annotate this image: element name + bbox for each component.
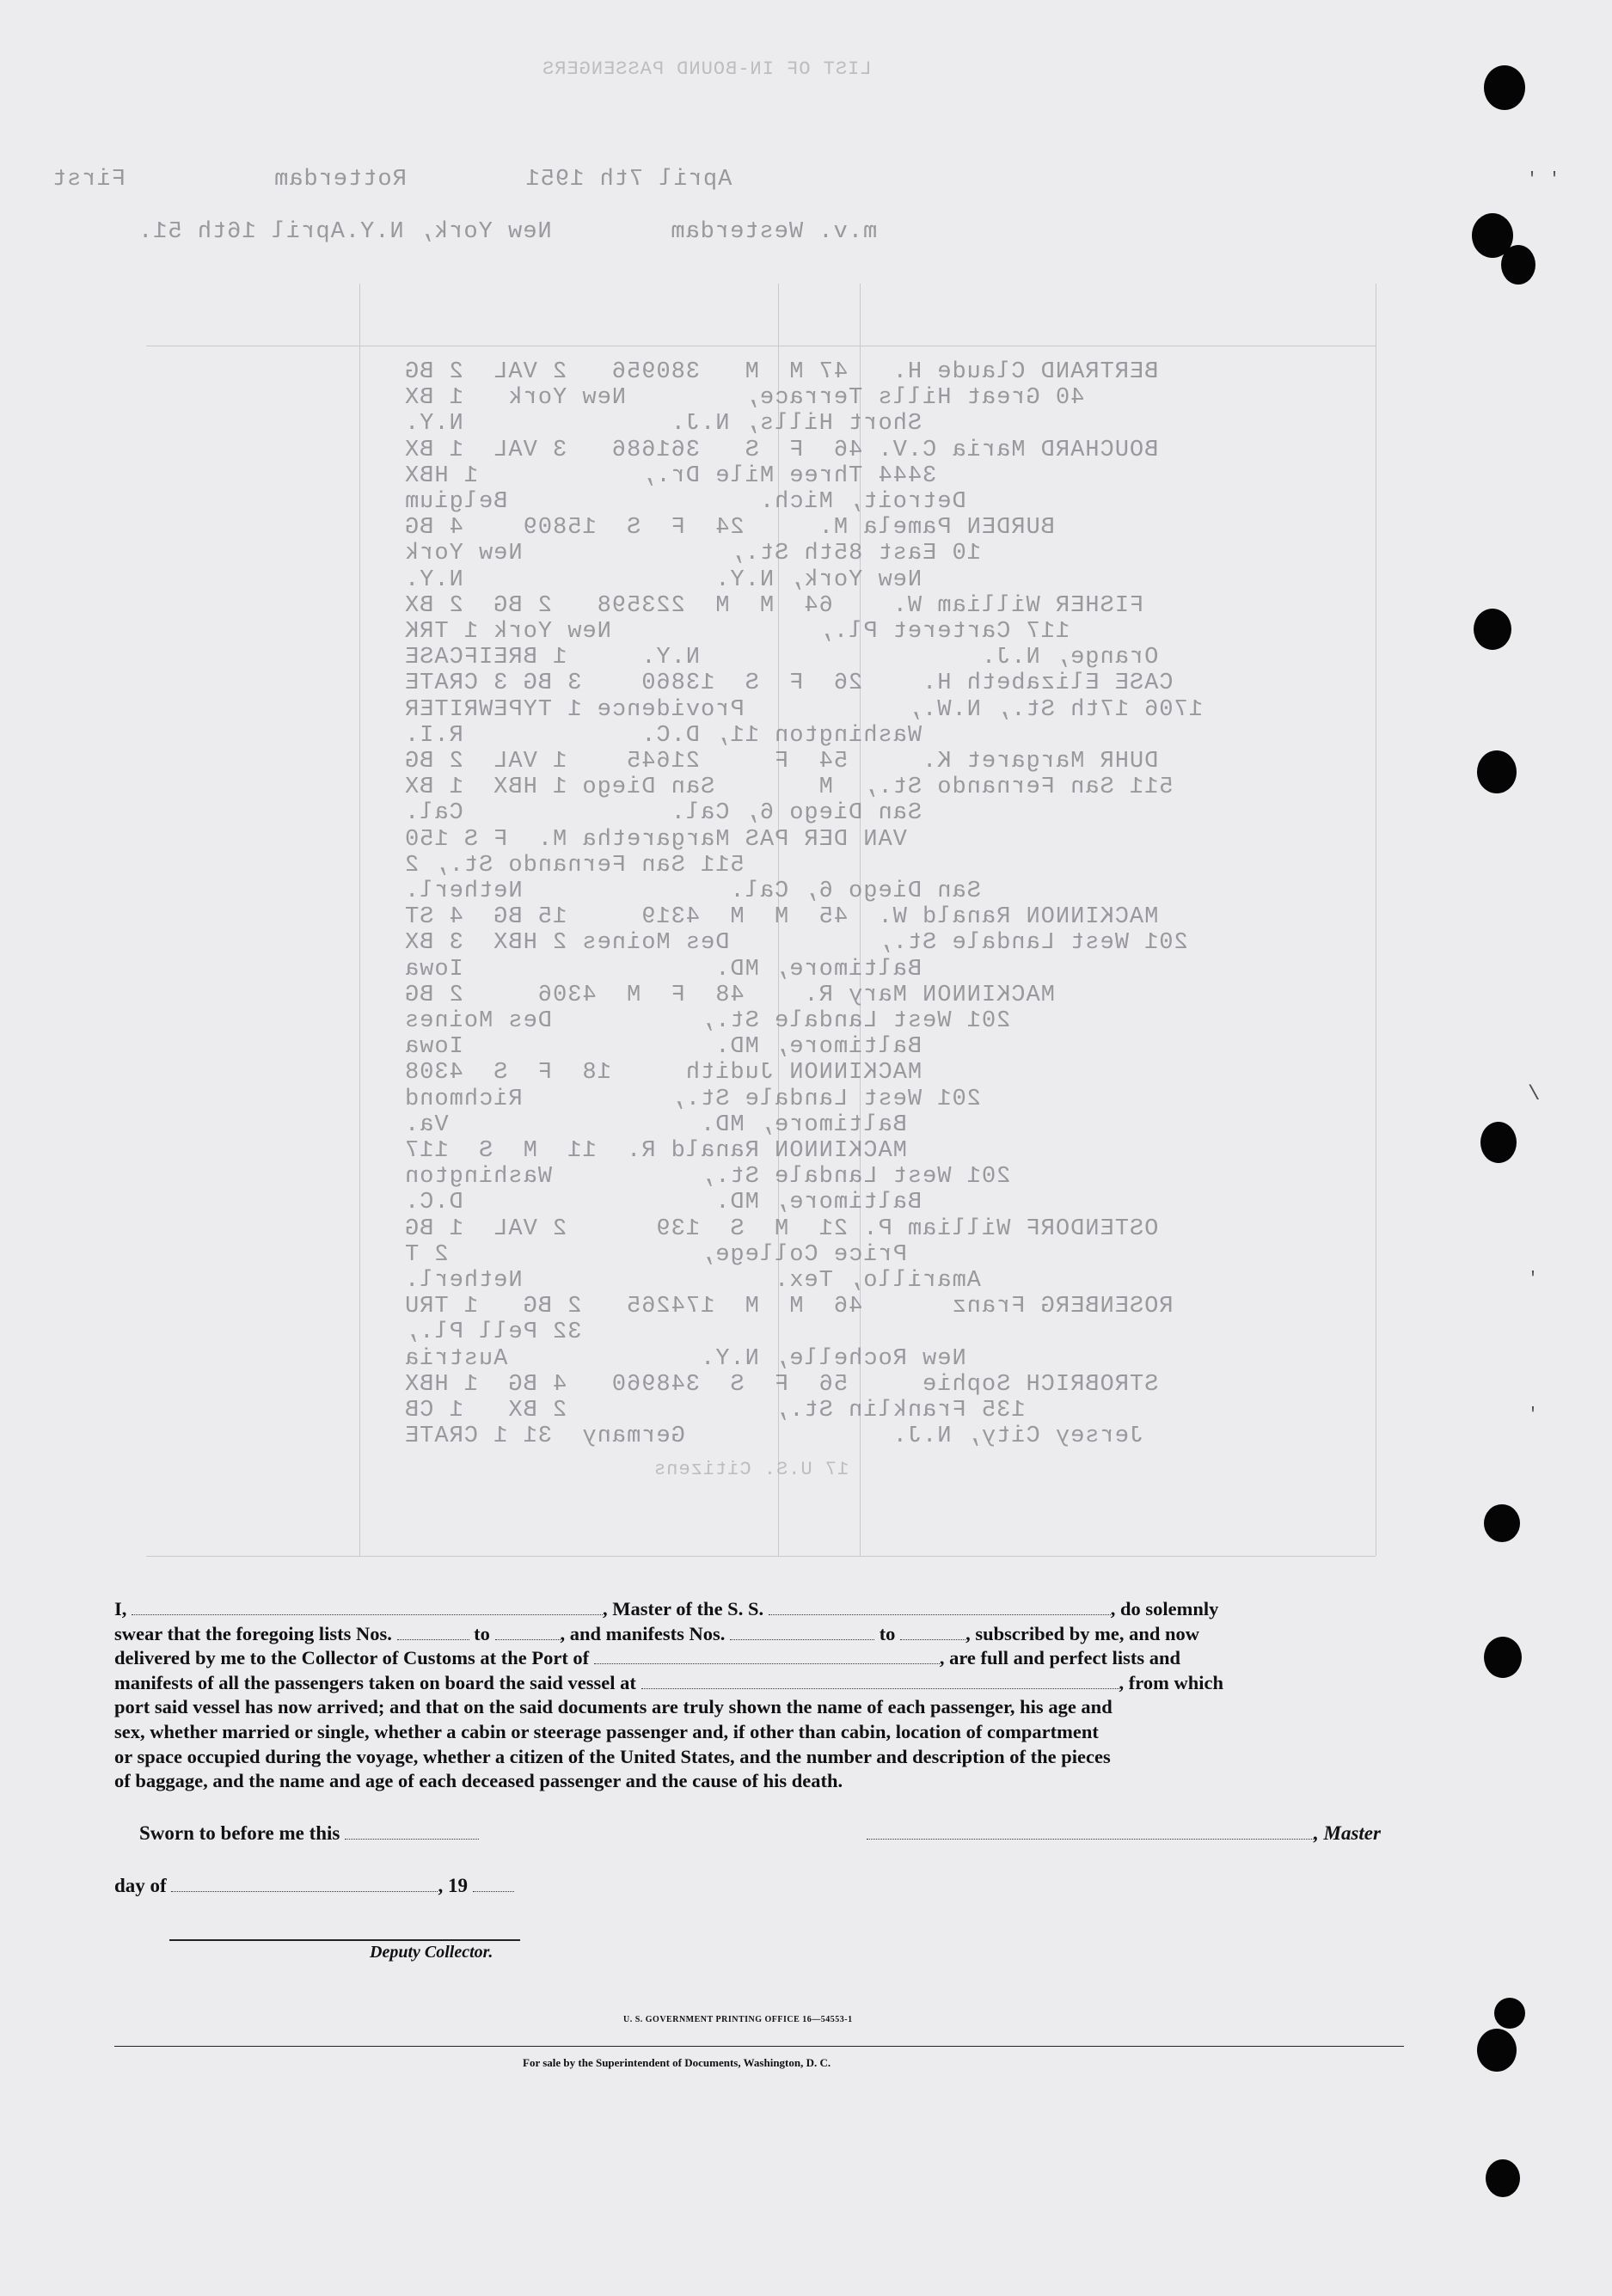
bleed-passenger-line: 117 Carteret Pl., New York 1 TRK: [404, 619, 1070, 645]
master-name-blank[interactable]: [132, 1599, 603, 1615]
bleed-passenger-line: New York, N.Y. N.Y.: [404, 566, 922, 593]
oath-line-5: port said vessel has now arrived; and that on the said documents are truly shown the name of each passenger, his age and: [114, 1696, 1112, 1718]
oath-line-3: [114, 1646, 1404, 1671]
bleed-passenger-line: 32 Pell Pl.,: [404, 1319, 582, 1346]
sworn-row: [139, 1822, 479, 1845]
deputy-signature-line[interactable]: [169, 1939, 520, 1941]
bleed-passenger-line: BERTRAND Claude H. 47 M M 380956 2 VAL 2 BG: [404, 359, 1159, 385]
oath-text: to: [879, 1622, 896, 1644]
day-label: day of: [114, 1875, 167, 1896]
bleed-passenger-line: VAN DER PAS Margaretha M. F S 150: [404, 826, 907, 853]
bleed-passenger-line: BOUCHARD Maria C.V. 46 F S 361686 3 VAL 1 BX: [404, 437, 1159, 463]
margin-mark: ': [1527, 1270, 1539, 1289]
oath-line-1: [114, 1597, 1404, 1622]
faint-rule: [146, 1556, 1376, 1557]
bleed-passenger-line: Jersey City, N.J. Germany 31 1 CRATE: [404, 1424, 1144, 1450]
bleed-passenger-line: 511 San Fernando St., 2: [404, 852, 745, 879]
bleed-passenger-line: BURDEN Pamela M. 24 F S 15809 4 BG: [404, 515, 1055, 542]
binder-hole: [1480, 1122, 1517, 1163]
vessel-name-blank[interactable]: [769, 1599, 1111, 1615]
bleed-header-date: April 7th 1951 Rotterdam First: [52, 167, 732, 193]
binder-hole: [1494, 1998, 1525, 2029]
oath-line-2: [114, 1622, 1404, 1647]
binder-hole: [1484, 65, 1525, 110]
list-no-to-blank[interactable]: [495, 1624, 561, 1640]
gpo-imprint: U. S. GOVERNMENT PRINTING OFFICE 16—54553-1: [623, 2015, 853, 2024]
oath-text: swear that the foregoing lists Nos.: [114, 1622, 392, 1644]
bleed-passenger-line: 511 San Fernando St., M San Diego 1 HBX 1 BX: [404, 775, 1174, 801]
bleed-passenger-line: STROBRICH Sophie 56 F S 348960 4 BG 1 HBX: [404, 1371, 1159, 1398]
bleed-passenger-line: 201 West Landale St., Richmond: [404, 1086, 981, 1112]
oath-text: manifests of all the passengers taken on board the said vessel at: [114, 1671, 636, 1693]
faint-rule: [359, 284, 360, 1556]
list-no-from-blank[interactable]: [397, 1624, 469, 1640]
bleed-passenger-line: San Diego 6, Cal. Cal.: [404, 800, 922, 827]
bleed-passenger-line: San Diego 6, Cal. Netherl.: [404, 879, 981, 904]
bleed-passenger-line: Price College, 2 T: [404, 1241, 907, 1268]
margin-mark: ' ': [1526, 170, 1560, 190]
bleed-passenger-line: 3444 Three Mile Dr., 1 HBX: [404, 462, 937, 489]
binder-hole: [1474, 609, 1511, 650]
oath-line-8: of baggage, and the name and age of each deceased passenger and the cause of his death.: [114, 1770, 843, 1792]
bleed-passenger-line: Baltimore, MD. D.C.: [404, 1190, 922, 1216]
bleed-header-title: LIST OF IN-BOUND PASSENGERS: [542, 58, 872, 80]
bleed-passenger-line: Detroit, Mich. Belgium: [404, 489, 966, 515]
master-signature-blank[interactable]: [867, 1823, 1314, 1840]
bleed-footer-line: 17 U.S. Citizens: [653, 1459, 849, 1480]
bleed-passenger-line: DUHR Margaret K. 54 F 21645 1 VAL 2 BG: [404, 749, 1159, 775]
bleed-passenger-line: 201 West Landale St., Des Moines 2 HBX 3 BX: [404, 930, 1188, 957]
binder-hole: [1477, 2029, 1517, 2072]
bleed-passenger-line: MACKINNON Mary R. 48 F M 4306 2 BG: [404, 982, 1055, 1008]
day-row: [114, 1875, 514, 1897]
oath-line-7: or space occupied during the voyage, whether a citizen of the United States, and the number and description of the pieces: [114, 1745, 1111, 1767]
bleed-passenger-line: 201 West Landale St., Des Moines: [404, 1008, 1011, 1034]
bleed-passenger-line: Baltimore, MD. Iowa: [404, 956, 922, 983]
oath-text: I,: [114, 1598, 127, 1619]
bleed-passenger-line: 201 West Landale St., Washington: [404, 1164, 1011, 1191]
bleed-passenger-line: Orange, N.J. N.Y. 1 BREIFCASE: [404, 645, 1159, 671]
master-sign-row: [867, 1822, 1381, 1845]
binder-hole: [1484, 1637, 1522, 1678]
binder-hole: [1477, 750, 1517, 793]
oath-text: , subscribed by me, and now: [965, 1622, 1199, 1644]
year-blank[interactable]: [473, 1876, 514, 1892]
margin-mark: ': [1527, 1405, 1539, 1425]
bleed-passenger-line: ROSENBERG Franz 46 M M 174265 2 BG 1 TRU: [404, 1294, 1174, 1320]
bleed-passenger-line: Short Hills, N.J. N.Y.: [404, 411, 922, 438]
oath-line-4: [114, 1671, 1404, 1696]
bleed-passenger-line: 1706 17th St., N.W., Providence 1 TYPEWRITER: [404, 696, 1203, 723]
bleed-header-vessel: m.v. Westerdam New York, N.Y.April 16th 51.: [138, 219, 878, 245]
bleed-passenger-line: Baltimore, MD. Va.: [404, 1111, 907, 1138]
year-label: , 19: [438, 1875, 468, 1896]
oath-paragraph: [114, 1597, 1404, 1794]
master-label: , Master: [1314, 1822, 1381, 1844]
bleed-passenger-line: New Rochelle, N.Y. Austria: [404, 1345, 966, 1372]
manifest-no-to-blank[interactable]: [900, 1624, 965, 1640]
sworn-date-blank[interactable]: [345, 1823, 479, 1840]
footer-rule: [114, 2046, 1404, 2047]
day-month-blank[interactable]: [171, 1876, 438, 1892]
oath-text: to: [474, 1622, 490, 1644]
sale-notice: For sale by the Superintendent of Documents, Washington, D. C.: [523, 2056, 831, 2069]
oath-text: , do solemnly: [1110, 1598, 1219, 1619]
bleed-passenger-line: 40 Great Hills Terrace, New York 1 BX: [404, 385, 1085, 412]
manifest-no-from-blank[interactable]: [730, 1624, 874, 1640]
bleed-passenger-line: FISHER William W. 64 M M 223598 2 BG 2 BX: [404, 592, 1144, 619]
binder-hole: [1501, 245, 1535, 285]
bleed-passenger-line: OSTENDORF William P. 21 M S 139 2 VAL 1 BG: [404, 1215, 1159, 1242]
bleed-passenger-line: MACKINNON Judith 18 F S 4308: [404, 1060, 922, 1087]
bleed-passenger-line: Washington 11, D.C. R.I.: [404, 722, 922, 749]
departure-port-blank[interactable]: [641, 1673, 1119, 1689]
oath-text: , and manifests Nos.: [560, 1622, 726, 1644]
margin-mark: /: [1527, 1083, 1541, 1106]
bleed-passenger-line: Baltimore, MD. Iowa: [404, 1034, 922, 1061]
bleed-passenger-line: Amarillo, Tex. Netherl.: [404, 1268, 981, 1294]
binder-hole: [1486, 2159, 1520, 2197]
deputy-collector-label: Deputy Collector.: [370, 1943, 493, 1962]
port-blank[interactable]: [594, 1648, 940, 1664]
oath-text: delivered by me to the Collector of Customs at the Port of: [114, 1647, 590, 1669]
bleed-passenger-line: 135 Franklin St., 2 BX 1 CB: [404, 1398, 1026, 1424]
bleed-passenger-line: 10 East 85th St., New York: [404, 541, 981, 567]
bleed-passenger-line: MACKINNON Ranald W. 45 M M 4319 15 BG 4 ST: [404, 904, 1159, 931]
oath-text: , from which: [1119, 1671, 1223, 1693]
sworn-label: Sworn to before me this: [139, 1822, 340, 1844]
binder-hole: [1484, 1504, 1520, 1542]
oath-line-6: sex, whether married or single, whether a cabin or steerage passenger and, if other than cabin, location of compartment: [114, 1720, 1099, 1742]
oath-text: , are full and perfect lists and: [939, 1647, 1181, 1669]
oath-text: , Master of the S. S.: [603, 1598, 764, 1619]
bleed-passenger-line: CASE Elizabeth H. 26 F S 13860 3 BG 3 CRATE: [404, 670, 1174, 697]
bleed-passenger-line: MACKINNON Ranald R. 11 M S 117: [404, 1138, 907, 1164]
